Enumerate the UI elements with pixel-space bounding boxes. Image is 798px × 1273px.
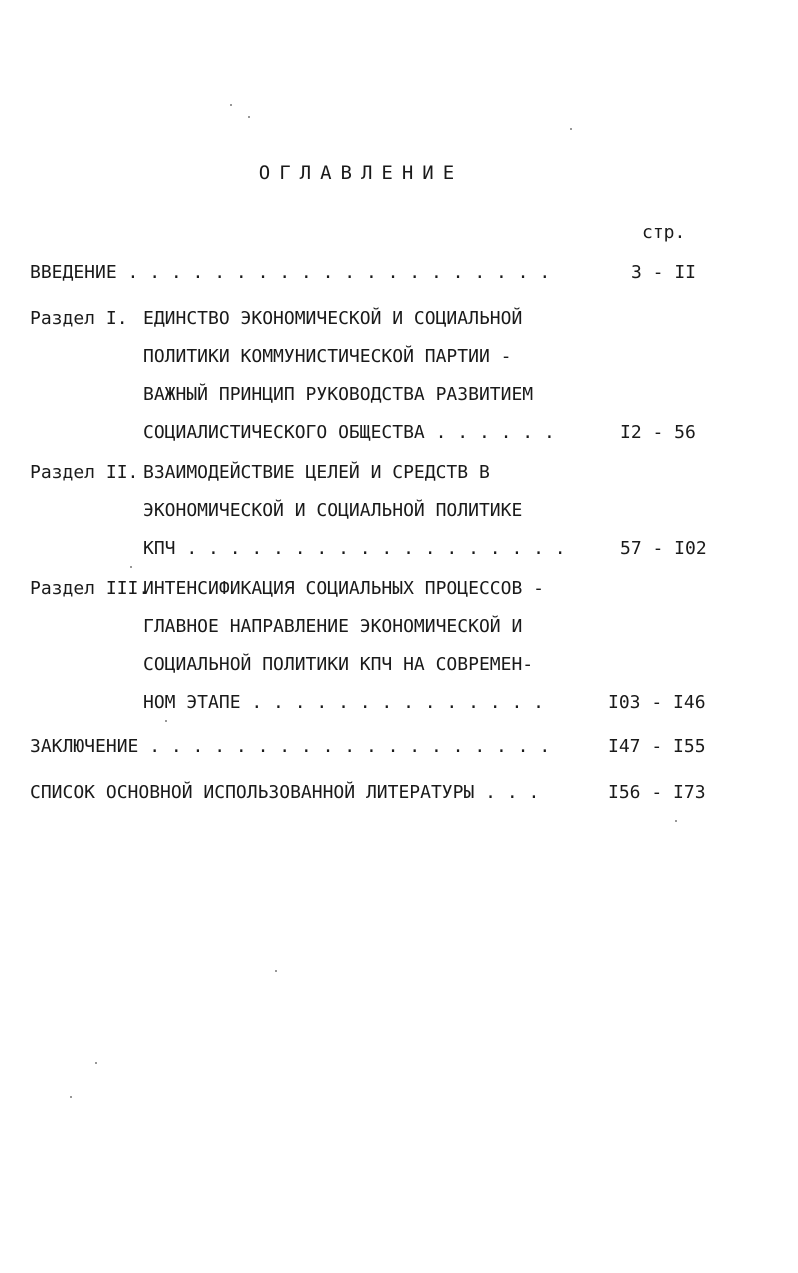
entry-text-line: СОЦИАЛЬНОЙ ПОЛИТИКИ КПЧ НА СОВРЕМЕН- bbox=[143, 654, 534, 675]
entry-text-line: КПЧ . . . . . . . . . . . . . . . . . . bbox=[143, 538, 566, 559]
entry-text-line: ВАЖНЫЙ ПРИНЦИП РУКОВОДСТВА РАЗВИТИЕМ bbox=[143, 384, 534, 405]
entry-text-line: ПОЛИТИКИ КОММУНИСТИЧЕСКОЙ ПАРТИИ - bbox=[143, 346, 512, 367]
entry-text: СПИСОК ОСНОВНОЙ ИСПОЛЬЗОВАННОЙ ЛИТЕРАТУРЫ . . . bbox=[30, 782, 540, 803]
entry-pages: I03 - I46 bbox=[608, 692, 706, 713]
scan-speck bbox=[570, 128, 572, 130]
entry-pages: I2 - 56 bbox=[620, 422, 696, 443]
entry-text-line: СОЦИАЛИСТИЧЕСКОГО ОБЩЕСТВА . . . . . . bbox=[143, 422, 555, 443]
scan-speck bbox=[70, 1096, 72, 1098]
entry-text-line: ЕДИНСТВО ЭКОНОМИЧЕСКОЙ И СОЦИАЛЬНОЙ bbox=[143, 308, 523, 329]
entry-text: ЗАКЛЮЧЕНИЕ . . . . . . . . . . . . . . . . . . . bbox=[30, 736, 551, 757]
entry-pages: I47 - I55 bbox=[608, 736, 706, 757]
section-prefix: Раздел II. bbox=[30, 462, 139, 483]
scan-speck bbox=[230, 104, 232, 106]
section-prefix: Раздел I. bbox=[30, 308, 128, 329]
scan-speck bbox=[165, 720, 167, 722]
pages-column-header: стр. bbox=[642, 222, 686, 243]
entry-text-line: НОМ ЭТАПЕ . . . . . . . . . . . . . . bbox=[143, 692, 544, 713]
entry-pages: I56 - I73 bbox=[608, 782, 706, 803]
entry-text-line: ВЗАИМОДЕЙСТВИЕ ЦЕЛЕЙ И СРЕДСТВ В bbox=[143, 462, 490, 483]
entry-text-line: ИНТЕНСИФИКАЦИЯ СОЦИАЛЬНЫХ ПРОЦЕССОВ - bbox=[143, 578, 544, 599]
entry-text: ВВЕДЕНИЕ . . . . . . . . . . . . . . . . . . . . bbox=[30, 262, 551, 283]
entry-text-line: ЭКОНОМИЧЕСКОЙ И СОЦИАЛЬНОЙ ПОЛИТИКЕ bbox=[143, 500, 523, 521]
page-title: ОГЛАВЛЕНИЕ bbox=[258, 162, 464, 184]
scan-speck bbox=[675, 820, 677, 822]
entry-text-line: ГЛАВНОЕ НАПРАВЛЕНИЕ ЭКОНОМИЧЕСКОЙ И bbox=[143, 616, 523, 637]
scan-speck bbox=[275, 970, 277, 972]
entry-pages: 57 - I02 bbox=[620, 538, 707, 559]
scan-speck bbox=[248, 116, 250, 118]
entry-pages: 3 - II bbox=[631, 262, 697, 283]
section-prefix: Раздел III. bbox=[30, 578, 150, 599]
scan-speck bbox=[130, 566, 132, 568]
scan-speck bbox=[95, 1062, 97, 1064]
